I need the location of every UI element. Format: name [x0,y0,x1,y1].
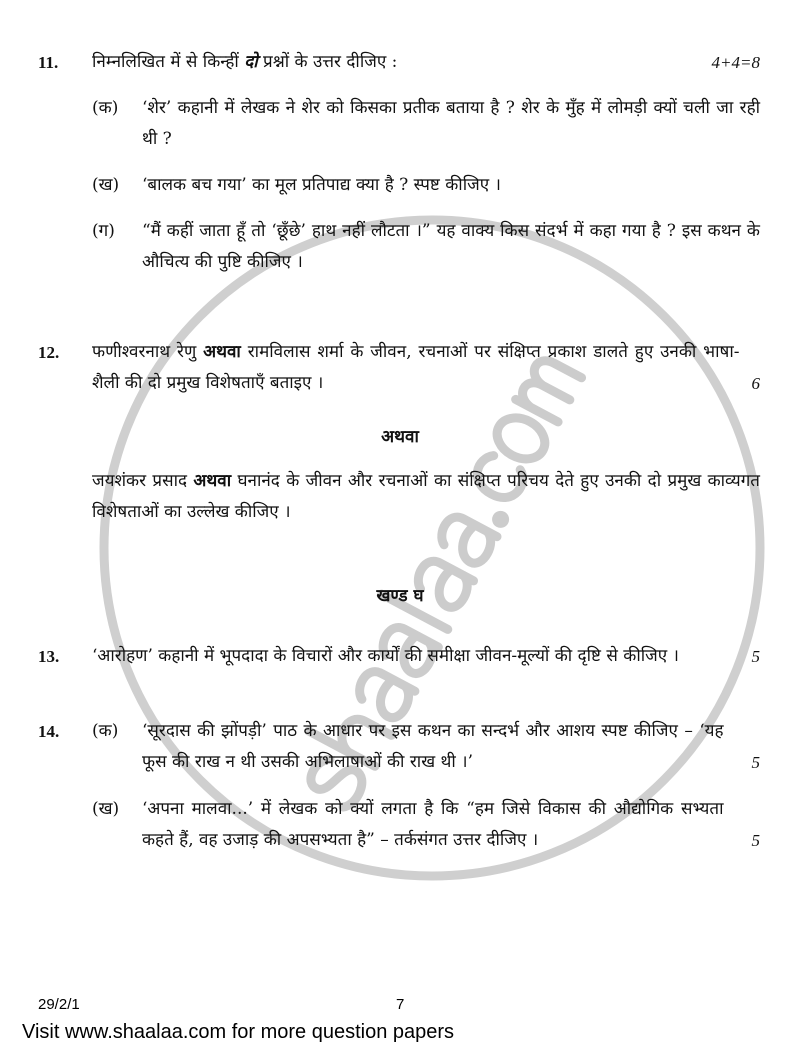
question-number: 11. [38,53,59,72]
part [92,216,760,278]
question-11-part-ga [92,216,760,278]
question-11-part-ka [92,93,760,155]
page-number: 7 [396,996,405,1013]
part-label: (क) [92,721,119,741]
text: ‘अपना मालवा...’ में लेखक को क्यों लगता है कि “हम जिसे विकास की औद्योगिक [142,799,674,819]
emphasis: अथवा [203,342,241,362]
text: प्रश्नों के उत्तर दीजिए : [257,52,398,72]
text: उनकी भाषा-शैली की दो प्रमुख विशेषताएँ बताइए । [92,342,740,393]
part [92,794,760,856]
text: ‘सूरदास की झोंपड़ी’ पाठ के आधार पर इस कथन का सन्दर्भ और आशय स्पष्ट [142,721,628,741]
part-text: ‘बालक बच गया’ का मूल प्रतिपाद्य क्या है ? स्पष्ट कीजिए । [142,175,501,195]
part-label: (ख) [92,175,120,195]
question-number: 14. [38,722,60,741]
question-12-alt-text [92,466,760,528]
marks: 5 [751,647,760,666]
question-14-part-kha [92,794,760,856]
part-text [142,794,724,856]
question-12-row [92,337,760,399]
visit-link[interactable]: Visit www.shaalaa.com for more question papers [22,1021,455,1043]
part-row [142,794,760,856]
marks: 4+4=8 [711,53,760,72]
question-11 [38,47,760,78]
paper-code: 29/2/1 [38,996,80,1013]
question-11-part-kha [92,170,760,201]
text: घनानंद के जीवन और रचनाओं का संक्षिप्त परिचय देते हुए उनकी दो [231,471,662,491]
text: ‘आरोहण’ कहानी में भूपदादा के विचारों और कार्यों की समीक्षा जीवन-मूल्यों की दृष्टि से [92,646,618,666]
part-label: (क) [92,98,119,118]
question-14-part-ka [38,716,760,778]
question-11-text [92,47,397,78]
part [92,716,760,778]
question-13-text [92,641,740,672]
text: सभ्यता कहते हैं, वह उजाड़ की अपसभ्यता है” – तर्कसंगत उत्तर दीजिए । [142,799,724,850]
question-12-text [92,337,740,399]
or-heading: अथवा [381,427,419,447]
part-label: (ख) [92,799,120,819]
question-11-header [92,47,760,78]
marks: 5 [751,753,760,772]
text: “मैं कहीं जाता हूँ तो ‘छूँछे’ हाथ नहीं लौटता ।” यह वाक्य किस संदर्भ में कहा [142,221,617,241]
part-text [142,93,760,155]
part [92,93,760,155]
question-13-row [92,641,760,672]
text: जयशंकर प्रसाद [92,471,194,491]
marks: 6 [751,374,760,393]
part [92,170,760,201]
text: क्यों चली जा रही थी ? [142,98,760,149]
text: ‘शेर’ कहानी में लेखक ने शेर को किसका प्रतीक बताया है ? शेर के मुँह में लोमड़ी [142,98,648,118]
part-row [142,716,760,778]
text: कीजिए । [623,646,679,666]
question-12-alternative [92,466,760,528]
text: प्रमुख काव्यगत विशेषताओं का उल्लेख कीजिए । [92,471,760,522]
part-text [142,216,760,278]
question-13 [38,641,760,672]
question-number: 13. [38,647,60,666]
marks: 5 [751,831,760,850]
text: कीजिए – ‘यह फूस की राख न थी उसकी अभिलाषाओं की राख थी ।’ [142,721,724,772]
part-label: (ग) [92,221,115,241]
question-number: 12. [38,343,60,362]
text: फणीश्वरनाथ रेणु [92,342,204,362]
emphasis: अथवा [193,471,232,491]
question-12 [38,337,760,399]
text: निम्नलिखित में से किन्हीं [92,52,245,72]
text: रामविलास शर्मा के जीवन, रचनाओं पर संक्षिप्त प्रकाश डालते हुए [240,342,654,362]
emphasis: दो [244,52,258,72]
part-text [142,716,724,778]
text: गया है ? इस कथन के औचित्य की पुष्टि कीजिए । [142,221,760,272]
section-heading: खण्ड घ [376,586,424,606]
